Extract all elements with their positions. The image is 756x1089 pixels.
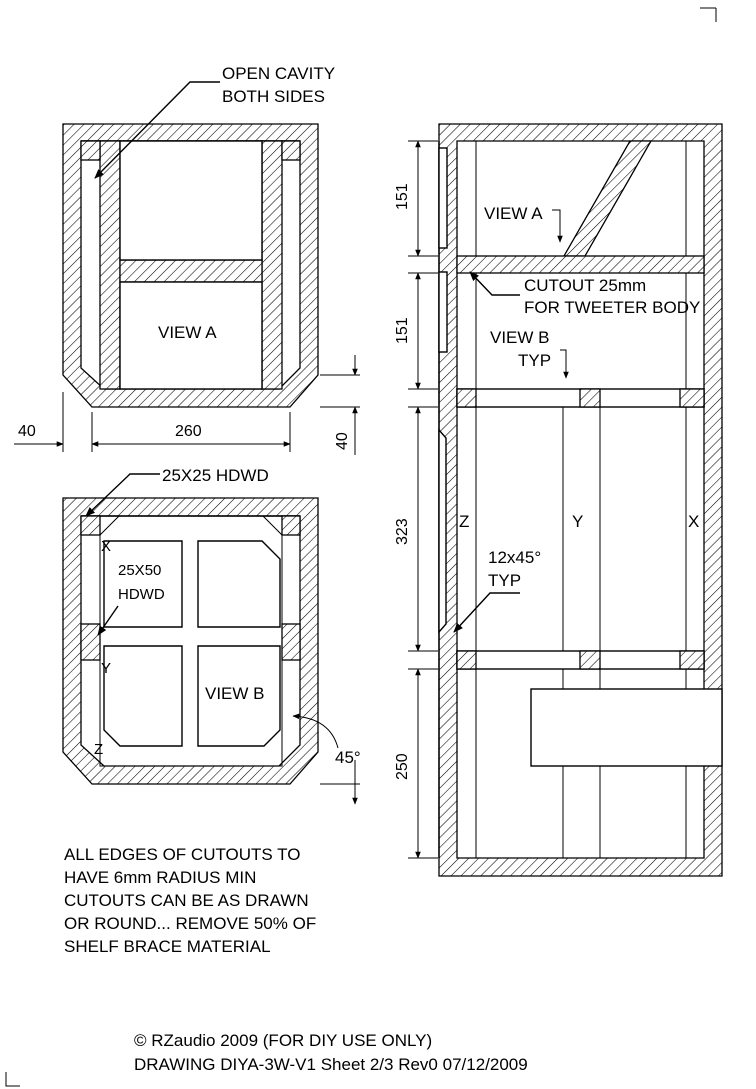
dim-323: 323 bbox=[394, 518, 411, 545]
chamfer-label-2: TYP bbox=[488, 571, 522, 590]
cutout-label-2: FOR TWEETER BODY bbox=[524, 298, 701, 317]
view-b-typ-label: VIEW B bbox=[490, 328, 550, 347]
dim-151-top: 151 bbox=[394, 183, 411, 210]
note-line-4: OR ROUND... REMOVE 50% OF bbox=[64, 914, 317, 933]
drawing-number-text: DRAWING DIYA-3W-V1 Sheet 2/3 Rev0 07/12/2009 bbox=[134, 1055, 528, 1074]
open-cavity-label-2: BOTH SIDES bbox=[222, 87, 325, 106]
mark-y-right: Y bbox=[572, 512, 584, 531]
view-b-typ-label-2: TYP bbox=[518, 351, 552, 370]
side-dimensions bbox=[394, 141, 438, 858]
dim-40-left: 40 bbox=[18, 423, 36, 440]
note-line-2: HAVE 6mm RADIUS MIN bbox=[64, 868, 257, 887]
view-b-label: VIEW B bbox=[205, 684, 265, 703]
mark-y-left: Y bbox=[101, 660, 112, 677]
mark-z-left: Z bbox=[94, 741, 104, 758]
mark-z-right: Z bbox=[459, 512, 470, 531]
title-block bbox=[134, 1031, 528, 1074]
mark-x-right: X bbox=[688, 512, 700, 531]
angle-45-label: 45° bbox=[335, 748, 361, 767]
note-line-3: CUTOUTS CAN BE AS DRAWN bbox=[64, 891, 309, 910]
note-line-1: ALL EDGES OF CUTOUTS TO bbox=[64, 845, 301, 864]
hdwd-25x25-label: 25X25 HDWD bbox=[162, 466, 269, 485]
cutout-label: CUTOUT 25mm bbox=[524, 276, 647, 295]
mark-x-left: X bbox=[101, 538, 112, 555]
view-a-label: VIEW A bbox=[158, 323, 217, 342]
dim-260: 260 bbox=[175, 423, 202, 440]
hdwd-25x50-label: 25X50 bbox=[118, 562, 162, 579]
note-line-5: SHELF BRACE MATERIAL bbox=[64, 937, 271, 956]
side-elevation bbox=[439, 124, 722, 876]
dim-250: 250 bbox=[394, 753, 411, 780]
view-a-section bbox=[63, 64, 335, 407]
open-cavity-label: OPEN CAVITY bbox=[222, 64, 336, 83]
dim-151-mid: 151 bbox=[394, 317, 411, 344]
view-b-section bbox=[63, 466, 361, 804]
copyright-text: © RZaudio 2009 (FOR DIY USE ONLY) bbox=[134, 1031, 433, 1050]
notes-block bbox=[64, 845, 316, 956]
hdwd-25x50-label-2: HDWD bbox=[118, 586, 165, 603]
dim-40-right: 40 bbox=[334, 432, 351, 450]
view-a-arrow-label: VIEW A bbox=[484, 204, 543, 223]
chamfer-label: 12x45° bbox=[488, 548, 542, 567]
